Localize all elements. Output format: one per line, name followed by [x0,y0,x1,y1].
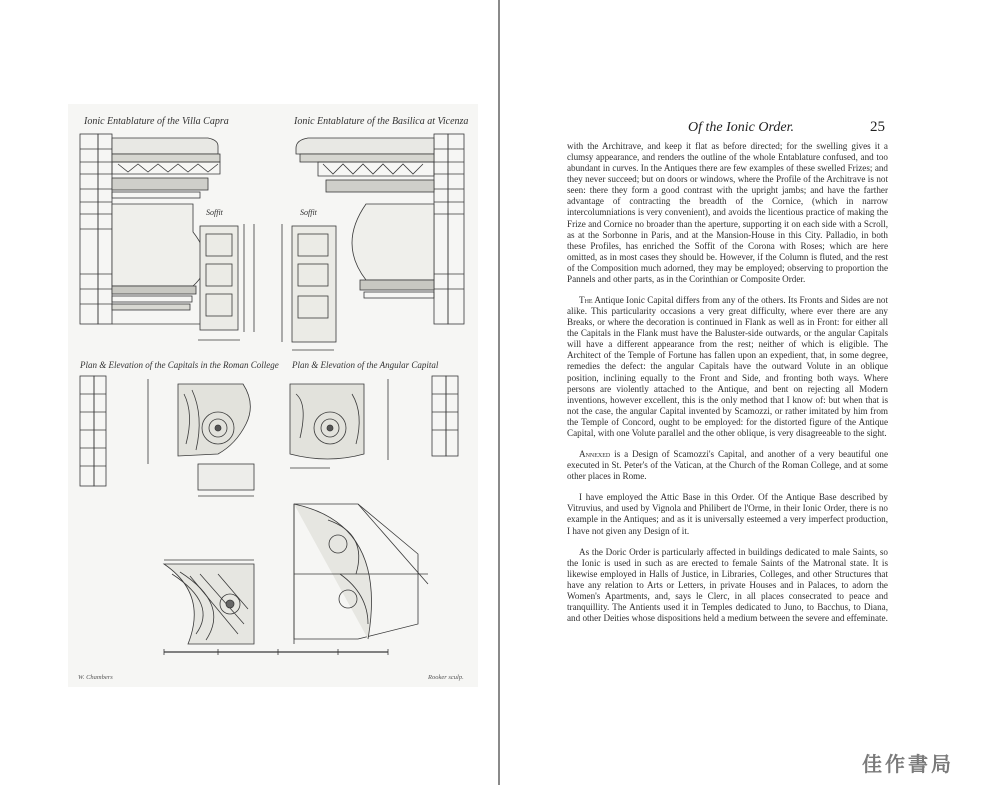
publisher-watermark: 佳作書局 [862,752,954,776]
paragraph-1 [567,141,888,285]
paragraph-5 [567,547,888,625]
running-head: Of the Ionic Order. [688,120,795,135]
paragraph-5-body: As the Doric Order is particularly affected in buildings dedicated to male Saints, so the Ionic is used in such as are erected to female Saints of the Matronal state. It is likewise employed in Halls of Justice, in Libraries, Colleges, and other Structures that have any relation to Arts or Letters, in private Houses and in Palaces, to adorn the Women's Apartments, and, says le Clerc, in all places consecrated to peace and tranquillity. The Antients used it in Temples dedicated to Juno, to Bacchus, to Diana, and other Deities whose dispositions held a medium between the severe and effeminate. [567,546,888,624]
plate-title-villa-capra: Ionic Entablature of the Villa Capra [84,116,229,127]
book-gutter [498,0,500,785]
entablature-basilica-vicenza [282,134,464,350]
plan-angular-capital [294,504,428,644]
plate-credit-left: W. Chambers [78,674,113,681]
plate-engraving [68,104,478,687]
plan-roman-college [164,560,254,644]
plate-title-angular-capital: Plan & Elevation of the Angular Capital [292,360,439,370]
paragraph-2-lead: The [579,295,593,306]
engraved-plate [68,104,478,687]
paragraph-2-body: Antique Ionic Capital differs from any of the others. Its Fronts and Sides are not alike. This particularity occasions a very great difficulty, where ever there are any Breaks, or where the decoration is continued in Flank as well as in Front: for either all the Capitals in the Flank must have the Baluster-side outwards, or the angular Capitals will have a different appearance from the rest; neither of which is eligible. The Architect of the Temple of Fortune has fallen upon an expedient, that, in some degree, remedies the defect: the angular Capitals have the outward Volute in an oblique position, inclining equally to the Front and Side, and fronting both ways. Where persons are violently attached to the Antique, and bent on rejecting all Modern inventions, however excellent, this is the only method that I know of: but when that is not the case, the angular Capital invented by Scamozzi, or rather imitated by him from the Temple of Concord, ought to be employed: for the distorted figure of the Antique Capital, with one Volute parallel and the other oblique, is very disagreeable to the sight. [567,295,888,438]
capital-roman-college [80,376,254,496]
plate-credit-right: Rooker sculp. [428,674,464,681]
plate-title-basilica-vicenza: Ionic Entablature of the Basilica at Vicenza [294,116,469,127]
paragraph-1-body: with the Architrave, and keep it flat as before directed; for the swelling gives it a clumsy appearance, and renders the outline of the whole Entablature confused, and too abundant in curves. In the Antiques there are few examples of these swelled Frizes; and they never succeed; but on doors or windows, where the Profile of the Architrave is not seen: there they form a good contrast with the upright jambs; and have the farther advantage of contracting the breadth of the Cornice, (which in narrow intercolumniations is very convenient), and avoids the licentious practice of making the Frize and Cornice no broader than the aperture, supporting it on each side with a Scroll, as at the Sorbonne in Paris, and at the Mansion-House in this City. Palladio, in both these Profiles, has enriched the Soffit of the Corona with Roses; which are here omitted, as in most cases they should be. However, if the Column is fluted, and the rest of the Composition much adorned, they may be employed; observing to proportion the Pannels and other parts, as in the Corinthian or Composite Order. [567,141,888,284]
paragraph-4 [567,492,888,536]
paragraph-2 [567,295,888,439]
plate-title-roman-college: Plan & Elevation of the Capitals in the Roman College [80,360,279,370]
entablature-villa-capra [80,134,254,340]
text-column [567,141,888,634]
paragraph-3-body: is a Design of Scamozzi's Capital, and another of a very beautiful one executed in St. Peter's of the Vatican, at the Church of the Roman College, and at some other places in Rome. [567,449,888,482]
plate-title-soffit-left: Soffit [206,208,223,217]
paragraph-4-lead: I [579,492,583,503]
paragraph-4-body: have employed the Attic Base in this Order. Of the Antique Base described by Vitruvius, and used by Vignola and Philibert de l'Orme, in their Ionic Order, there is no example in the Antiques; and as it is universally esteemed a very imperfect production, I have not given any Design of it. [567,492,888,536]
page-number: 25 [870,119,885,135]
plate-title-soffit-right: Soffit [300,208,317,217]
capital-angular [290,376,458,468]
paragraph-3 [567,449,888,482]
paragraph-3-lead: Annexed [579,449,611,460]
